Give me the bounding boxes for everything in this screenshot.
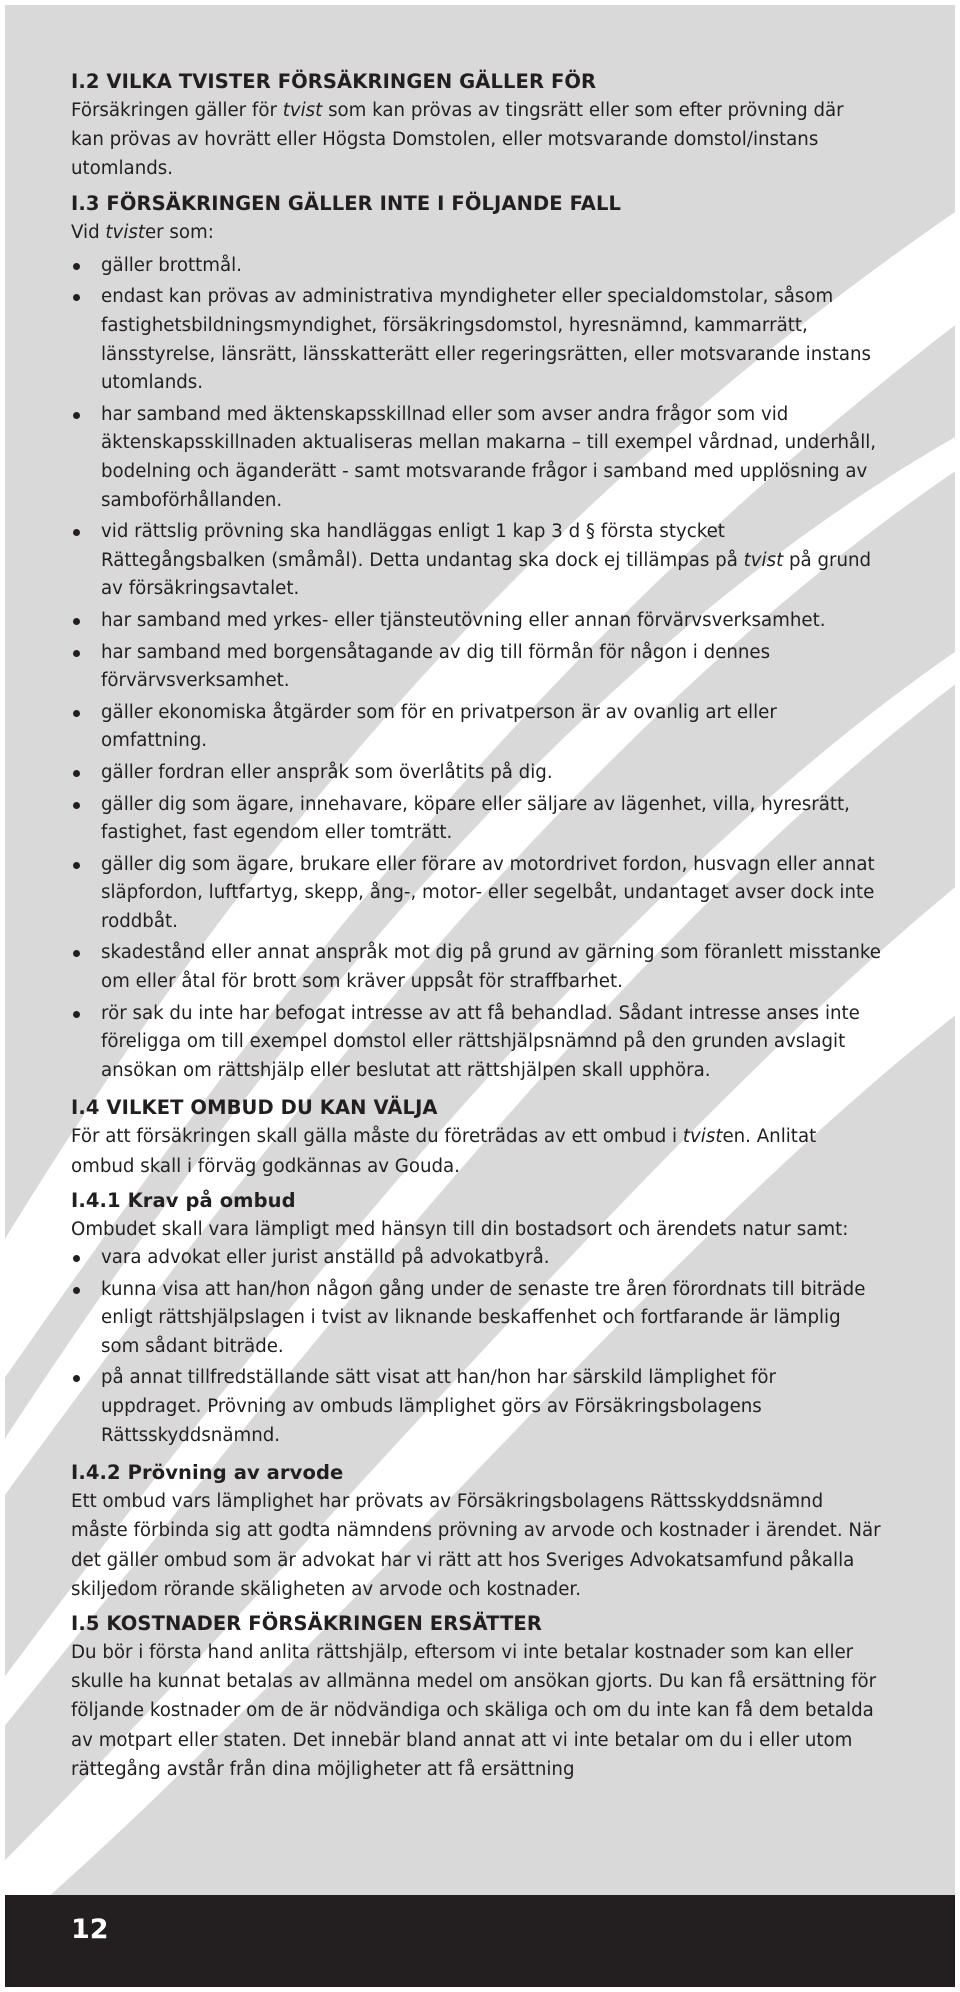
exclusion-list — [71, 252, 881, 1086]
section-text-i4: För att försäkringen skall gälla måste du företrädas av ett ombud i tvisten. Anlitat ombud skall i förväg godkännas av Gouda. — [71, 1126, 817, 1177]
bullet-icon — [73, 412, 80, 419]
list-item: skadestånd eller annat anspråk mot dig på grund av gärning som föranlett misstanke om eller åtal för brott som kräver uppsåt för straffbarhet. — [71, 939, 881, 996]
bullet-icon — [73, 862, 80, 869]
section-heading-i42: I.4.2 Prövning av arvode — [71, 1461, 344, 1485]
bullet-icon — [73, 950, 80, 957]
section-heading-i5: I.5 KOSTNADER FÖRSÄKRINGEN ERSÄTTER — [71, 1612, 542, 1636]
document-content — [71, 67, 881, 1784]
bullet-icon — [73, 770, 80, 777]
bullet-icon — [73, 529, 80, 536]
list-item: rör sak du inte har befogat intresse av att få behandlad. Sådant intresse anses inte föreligga om till exempel domstol eller rättshjälpsnämnd på den grunden avslagit ansökan om rättshjälp eller beslutat att rättshjälpen skall upphöra. — [71, 1000, 881, 1086]
section-intro-i3: Vid tvister som: — [71, 221, 214, 243]
bullet-icon — [73, 1255, 80, 1262]
list-item: har samband med yrkes- eller tjänsteutövning eller annan förvärvsverksamhet. — [71, 607, 881, 636]
section-heading-i2: I.2 VILKA TVISTER FÖRSÄKRINGEN GÄLLER FÖR — [71, 70, 597, 93]
document-page — [5, 5, 955, 1987]
bullet-icon — [73, 618, 80, 625]
list-item: gäller dig som ägare, innehavare, köpare eller säljare av lägenhet, villa, hyresrätt, fastighet, fast egendom eller tomträtt. — [71, 791, 881, 848]
list-item: på annat tillfredställande sätt visat att han/hon har särskild lämplighet för uppdraget. Prövning av ombuds lämplighet görs av Försäkringsbolagens Rättsskyddsnämnd. — [71, 1364, 881, 1450]
bullet-icon — [73, 650, 80, 657]
list-item: vara advokat eller jurist anställd på advokatbyrå. — [71, 1244, 881, 1273]
section-heading-i4: I.4 VILKET OMBUD DU KAN VÄLJA — [71, 1096, 438, 1120]
bullet-icon — [73, 1287, 80, 1294]
list-item: har samband med äktenskapsskillnad eller som avser andra frågor som vid äktenskapsskillnaden aktualiseras mellan makarna – till exempel vårdnad, underhåll, bodelning och äganderätt - samt motsvarande frågor i samband med upplösning av samboförhållanden. — [71, 401, 881, 515]
bullet-icon — [73, 1375, 80, 1382]
ombud-requirements-list — [71, 1244, 881, 1450]
list-item: gäller brottmål. — [71, 252, 881, 281]
list-item: kunna visa att han/hon någon gång under de senaste tre åren förordnats till biträde enligt rättshjälpslagen i tvist av liknande beskaffenhet och fortfarande är lämplig som sådant biträde. — [71, 1276, 881, 1362]
bullet-icon — [73, 294, 80, 301]
list-item: gäller fordran eller anspråk som överlåtits på dig. — [71, 759, 881, 788]
section-heading-i3: I.3 FÖRSÄKRINGEN GÄLLER INTE I FÖLJANDE FALL — [71, 191, 622, 215]
section-text-i5: Du bör i första hand anlita rättshjälp, eftersom vi inte betalar kostnader som kan eller skulle ha kunnat betalas av allmänna medel om ansökan gjorts. Du kan få ersättning för följande kostnader om de är nödvändiga och skäliga och om du inte kan få dem betalda av motpart eller staten. Det innebär bland annat att vi inte betalar om du i eller utom rättegång avstår från dina möjligheter att få ersättning — [71, 1642, 877, 1780]
section-heading-i41: I.4.1 Krav på ombud — [71, 1188, 296, 1212]
page-number: 12 — [71, 1914, 109, 1945]
section-text-i42: Ett ombud vars lämplighet har prövats av Försäkringsbolagens Rättsskyddsnämnd måste förbinda sig att godta nämndens prövning av arvode och kostnader i ärendet. När det gäller ombud som är advokat har vi rätt att hos Sveriges Advokatsamfund påkalla skiljedom rörande skäligheten av arvode och kostnader. — [71, 1491, 881, 1600]
list-item: endast kan prövas av administrativa myndigheter eller specialdomstolar, såsom fastighetsbildningsmyndighet, försäkringsdomstol, hyresnämnd, kammarrätt, länsstyrelse, länsrätt, länsskatterätt eller regeringsrätten, eller motsvarande instans utomlands. — [71, 283, 881, 397]
bullet-icon — [73, 1011, 80, 1018]
bullet-icon — [73, 710, 80, 717]
list-item: gäller ekonomiska åtgärder som för en privatperson är av ovanlig art eller omfattning. — [71, 699, 881, 756]
section-text-i2: Försäkringen gäller för tvist som kan prövas av tingsrätt eller som efter prövning där kan prövas av hovrätt eller Högsta Domstolen, eller motsvarande domstol/instans utomlands. — [71, 100, 844, 180]
section-text-i41: Ombudet skall vara lämpligt med hänsyn till din bostadsort och ärendets natur samt: — [71, 1218, 849, 1240]
bullet-icon — [73, 802, 80, 809]
list-item: gäller dig som ägare, brukare eller förare av motordrivet fordon, husvagn eller annat släpfordon, luftfartyg, skepp, ång-, motor- eller segelbåt, undantaget avser dock inte roddbåt. — [71, 851, 881, 937]
footer-bar — [5, 1895, 955, 1987]
bullet-icon — [73, 263, 80, 270]
list-item: vid rättslig prövning ska handläggas enligt 1 kap 3 d § första stycket Rättegångsbalken (småmål). Detta undantag ska dock ej tillämpas på tvist på grund av försäkringsavtalet. — [71, 518, 881, 604]
list-item: har samband med borgensåtagande av dig till förmån för någon i dennes förvärvsverksamhet. — [71, 639, 881, 696]
